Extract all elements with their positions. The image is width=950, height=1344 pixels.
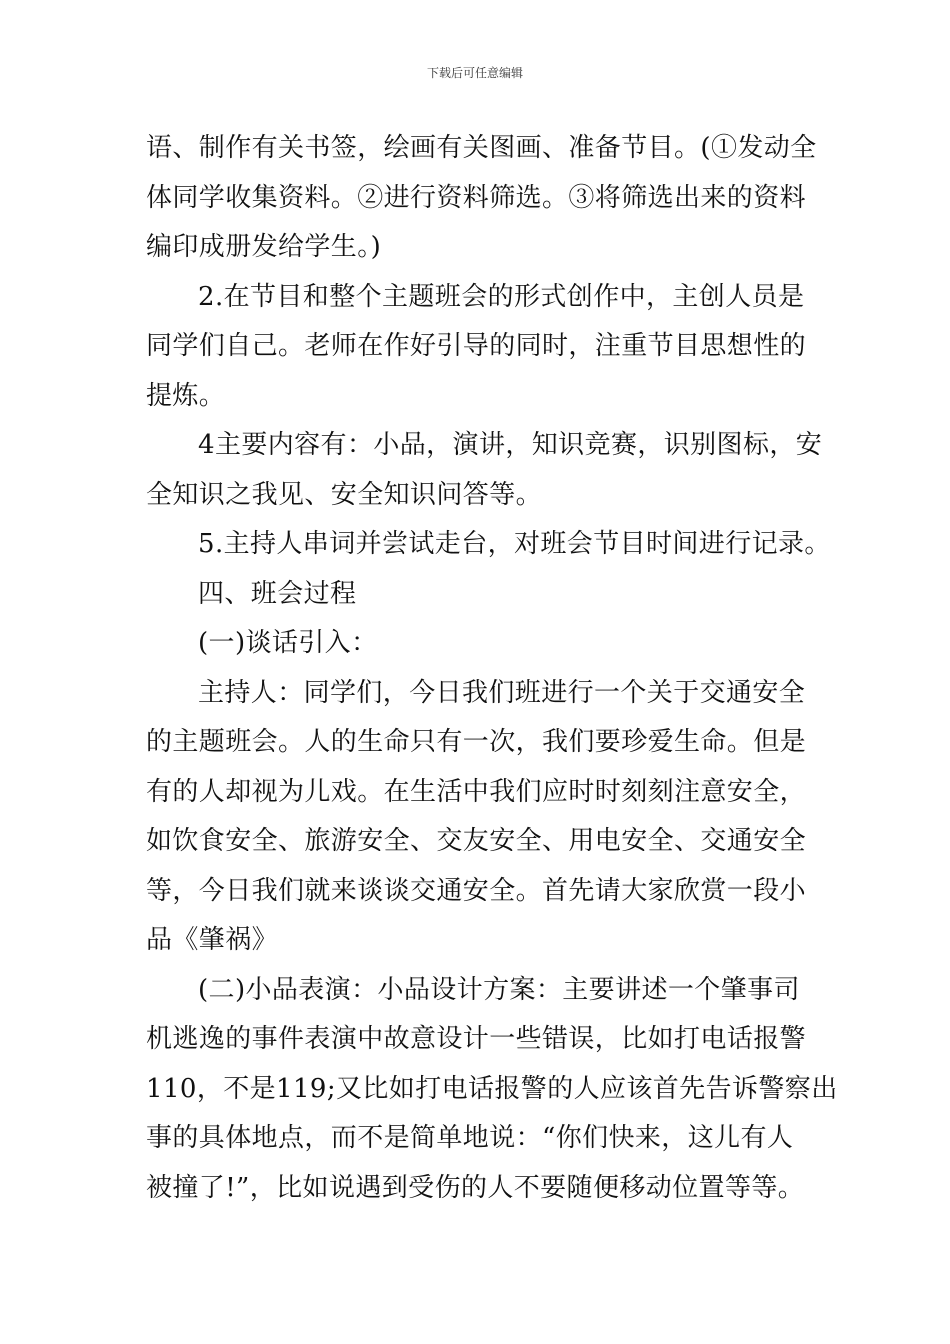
text-line: 同学们自己。老师在作好引导的同时，注重节目思想性的 <box>146 331 807 361</box>
text-line: 主持人：同学们，今日我们班进行一个关于交通安全 <box>198 677 806 708</box>
text-line: 机逃逸的事件表演中故意设计一些错误，比如打电话报警 <box>146 1024 807 1054</box>
text-line: 如饮食安全、旅游安全、交友安全、用电安全、交通安全 <box>146 826 807 856</box>
text-line: 110，不是119;又比如打电话报警的人应该首先告诉警察出 <box>146 1073 838 1104</box>
text-line: 事的具体地点，而不是简单地说：“你们快来，这儿有人 <box>146 1123 794 1153</box>
text-line: 提炼。 <box>146 380 226 411</box>
text-line: 被撞了!”，比如说遇到受伤的人不要随便移动位置等等。 <box>146 1172 805 1203</box>
text-line: 2.在节目和整个主题班会的形式创作中，主创人员是 <box>198 281 805 312</box>
text-line: 等，今日我们就来谈谈交通安全。首先请大家欣赏一段小 <box>146 875 807 906</box>
text-line: 的主题班会。人的生命只有一次，我们要珍爱生命。但是 <box>146 727 807 757</box>
text-line: 全知识之我见、安全知识问答等。 <box>146 479 543 510</box>
section-heading: 四、班会过程 <box>198 578 357 609</box>
document-body <box>146 124 838 1213</box>
text-line: 语、制作有关书签，绘画有关图画、准备节目。(①发动全 <box>146 133 817 163</box>
text-line: 体同学收集资料。②进行资料筛选。③将筛选出来的资料 <box>146 182 807 213</box>
text-line: 编印成册发给学生。) <box>146 232 382 262</box>
text-line: 品《肇祸》 <box>146 925 279 955</box>
page-header: 下载后可任意编辑 <box>426 66 523 80</box>
text-line: 有的人却视为儿戏。在生活中我们应时时刻刻注意安全， <box>146 776 807 807</box>
text-line: 5.主持人串词并尝试走台，对班会节目时间进行记录。 <box>198 529 831 559</box>
text-line: (二)小品表演：小品设计方案：主要讲述一个肇事司 <box>198 974 800 1005</box>
text-line: 4主要内容有：小品，演讲，知识竞赛，识别图标，安 <box>198 430 823 460</box>
subsection-heading: (一)谈话引入： <box>198 628 378 658</box>
